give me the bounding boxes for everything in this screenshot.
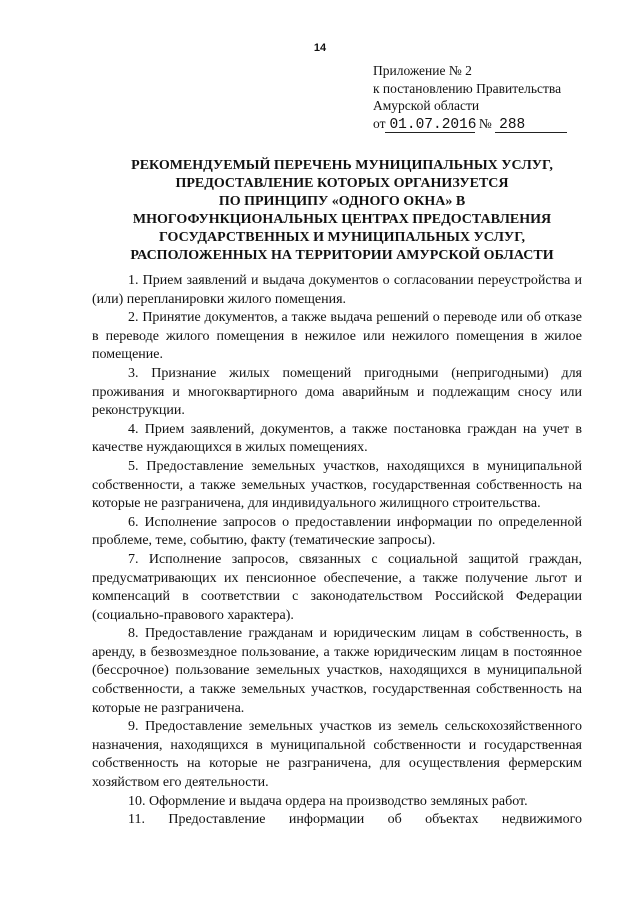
title-line: ПРЕДОСТАВЛЕНИЕ КОТОРЫХ ОРГАНИЗУЕТСЯ	[175, 176, 509, 191]
appendix-block	[373, 62, 567, 133]
list-item: 7. Исполнение запросов, связанных с социальной защитой граждан, предусматривающих их пенсионное обеспечение, а также получение льгот и компенсаций в соответствии с законодательством Российской Федерации (социально-правового характера).	[92, 551, 582, 623]
number-prefix: №	[478, 115, 492, 131]
title-line: РАСПОЛОЖЕННЫХ НА ТЕРРИТОРИИ АМУРСКОЙ ОБЛАСТИ	[130, 248, 554, 263]
date-prefix: от	[373, 115, 386, 131]
title-line: МНОГОФУНКЦИОНАЛЬНЫХ ЦЕНТРАХ ПРЕДОСТАВЛЕНИЯ	[132, 212, 552, 227]
appendix-date-row	[373, 115, 567, 133]
services-list	[92, 272, 582, 830]
list-item: 8. Предоставление гражданам и юридическим лицам в собственность, в аренду, в безвозмездное пользование, а также юридическим лицам в постоянное (бессрочное) пользование земельных участков, находящихся в муниципальной собственности, а также земельных участков, государственная собственность на которые не разграничена.	[92, 626, 582, 716]
list-item: 4. Прием заявлений, документов, а также постановка граждан на учет в качестве нуждающихся в жилых помещениях.	[92, 421, 582, 456]
list-item: 2. Принятие документов, а также выдача решений о переводе или об отказе в переводе жилого помещения в нежилое или нежилого помещения в жилое помещение.	[92, 310, 582, 363]
list-item: 1. Прием заявлений и выдача документов о согласовании переустройства и (или) перепланировки жилого помещения.	[92, 273, 582, 307]
list-item: 10. Оформление и выдача ордера на производство земляных работ.	[128, 793, 528, 809]
title-line: ГОСУДАРСТВЕННЫХ И МУНИЦИПАЛЬНЫХ УСЛУГ,	[158, 230, 526, 245]
resolution-date: 01.07.2016	[385, 118, 475, 133]
list-item: 5. Предоставление земельных участков, находящихся в муниципальной собственности, а также земельных участков, государственная собственность на которые не разграничена, для индивидуального жилищного строительства.	[92, 458, 582, 512]
title-line: ПО ПРИНЦИПУ «ОДНОГО ОКНА» В	[218, 194, 466, 209]
list-item: 6. Исполнение запросов о предоставлении информации по определенной проблеме, теме, событию, факту (тематические запросы).	[92, 514, 582, 549]
page-number: 14	[313, 42, 327, 54]
list-item: 11. Предоставление информации об объектах недвижимого	[128, 812, 582, 828]
appendix-title: Приложение № 2	[373, 63, 472, 78]
title-line: РЕКОМЕНДУЕМЫЙ ПЕРЕЧЕНЬ МУНИЦИПАЛЬНЫХ УСЛУГ,	[131, 158, 553, 173]
resolution-number: 288	[495, 118, 567, 133]
appendix-resolution: к постановлению Правительства	[373, 80, 562, 96]
document-title	[92, 157, 592, 265]
list-item: 9. Предоставление земельных участков из земель сельскохозяйственного назначения, находящихся в муниципальной собственности и государственная собственность на которые не разграничена, для осуществления фермерским хозяйством его деятельности.	[92, 719, 582, 791]
list-item: 3. Признание жилых помещений пригодными (непригодными) для проживания и многоквартирного дома аварийным и подлежащим сносу или реконструкции.	[92, 365, 582, 419]
appendix-region: Амурской области	[373, 98, 480, 113]
